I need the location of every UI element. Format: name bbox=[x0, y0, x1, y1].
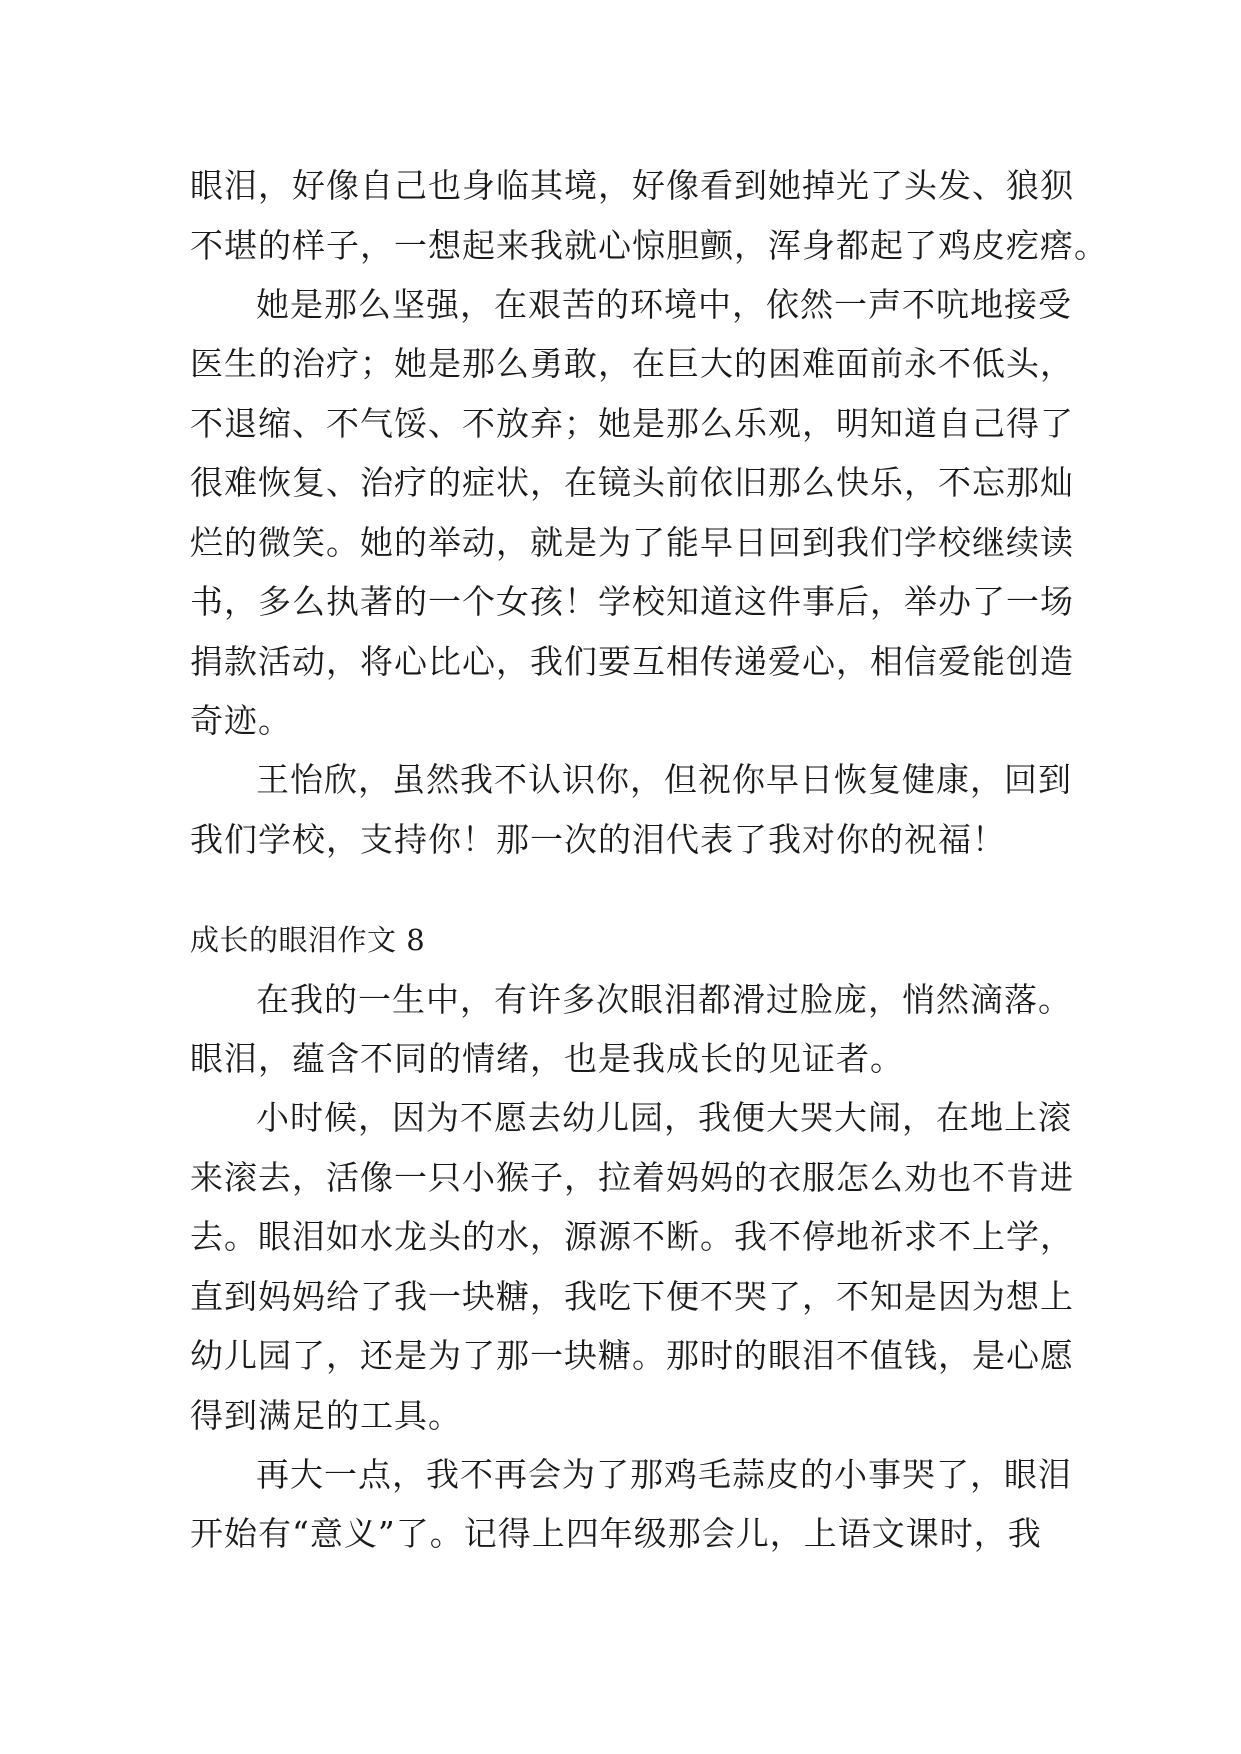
text-line: 去。眼泪如水龙头的水，源源不断。我不停地祈求不上学， bbox=[190, 1217, 1074, 1256]
text-line: 再大一点，我不再会为了那鸡毛蒜皮的小事哭了，眼泪 bbox=[256, 1455, 1072, 1494]
text-line: 很难恢复、治疗的症状，在镜头前依旧那么快乐，不忘那灿 bbox=[190, 463, 1074, 502]
text-line: 小时候，因为不愿去幼儿园，我便大哭大闹，在地上滚 bbox=[256, 1098, 1072, 1137]
text-line: 烂的微笑。她的举动，就是为了能早日回到我们学校继续读 bbox=[190, 523, 1074, 562]
text-line: 医生的治疗；她是那么勇敢，在巨大的困难面前永不低头， bbox=[190, 344, 1074, 383]
text-line: 书，多么执著的一个女孩！学校知道这件事后，举办了一场 bbox=[190, 582, 1074, 621]
text-line: 我们学校，支持你！那一次的泪代表了我对你的祝福！ bbox=[190, 820, 1006, 859]
text-line: 不退缩、不气馁、不放弃；她是那么乐观，明知道自己得了 bbox=[190, 404, 1074, 443]
text-line: 眼泪，好像自己也身临其境，好像看到她掉光了头发、狼狈 bbox=[190, 166, 1074, 205]
text-line: 眼泪，蕴含不同的情绪，也是我成长的见证者。 bbox=[190, 1039, 904, 1078]
text-line: 王怡欣，虽然我不认识你，但祝你早日恢复健康，回到 bbox=[256, 760, 1072, 799]
text-line: 她是那么坚强，在艰苦的环境中，依然一声不吭地接受 bbox=[256, 285, 1072, 324]
text-line: 开始有“意义”了。记得上四年级那会儿，上语文课时，我 bbox=[190, 1514, 1042, 1553]
text-line: 不堪的样子，一想起来我就心惊胆颤，浑身都起了鸡皮疙瘩。 bbox=[190, 226, 1108, 265]
text-line: 捐款活动，将心比心，我们要互相传递爱心，相信爱能创造 bbox=[190, 642, 1074, 681]
text-line: 来滚去，活像一只小猴子，拉着妈妈的衣服怎么劝也不肯进 bbox=[190, 1158, 1074, 1197]
section-heading: 成长的眼泪作文 8 bbox=[190, 923, 426, 957]
text-line: 在我的一生中，有许多次眼泪都滑过脸庞，悄然滴落。 bbox=[256, 980, 1072, 1019]
text-line: 幼儿园了，还是为了那一块糖。那时的眼泪不值钱，是心愿 bbox=[190, 1336, 1074, 1375]
text-line: 奇迹。 bbox=[190, 701, 292, 740]
text-line: 直到妈妈给了我一块糖，我吃下便不哭了，不知是因为想上 bbox=[190, 1277, 1074, 1316]
text-line: 得到满足的工具。 bbox=[190, 1396, 462, 1435]
